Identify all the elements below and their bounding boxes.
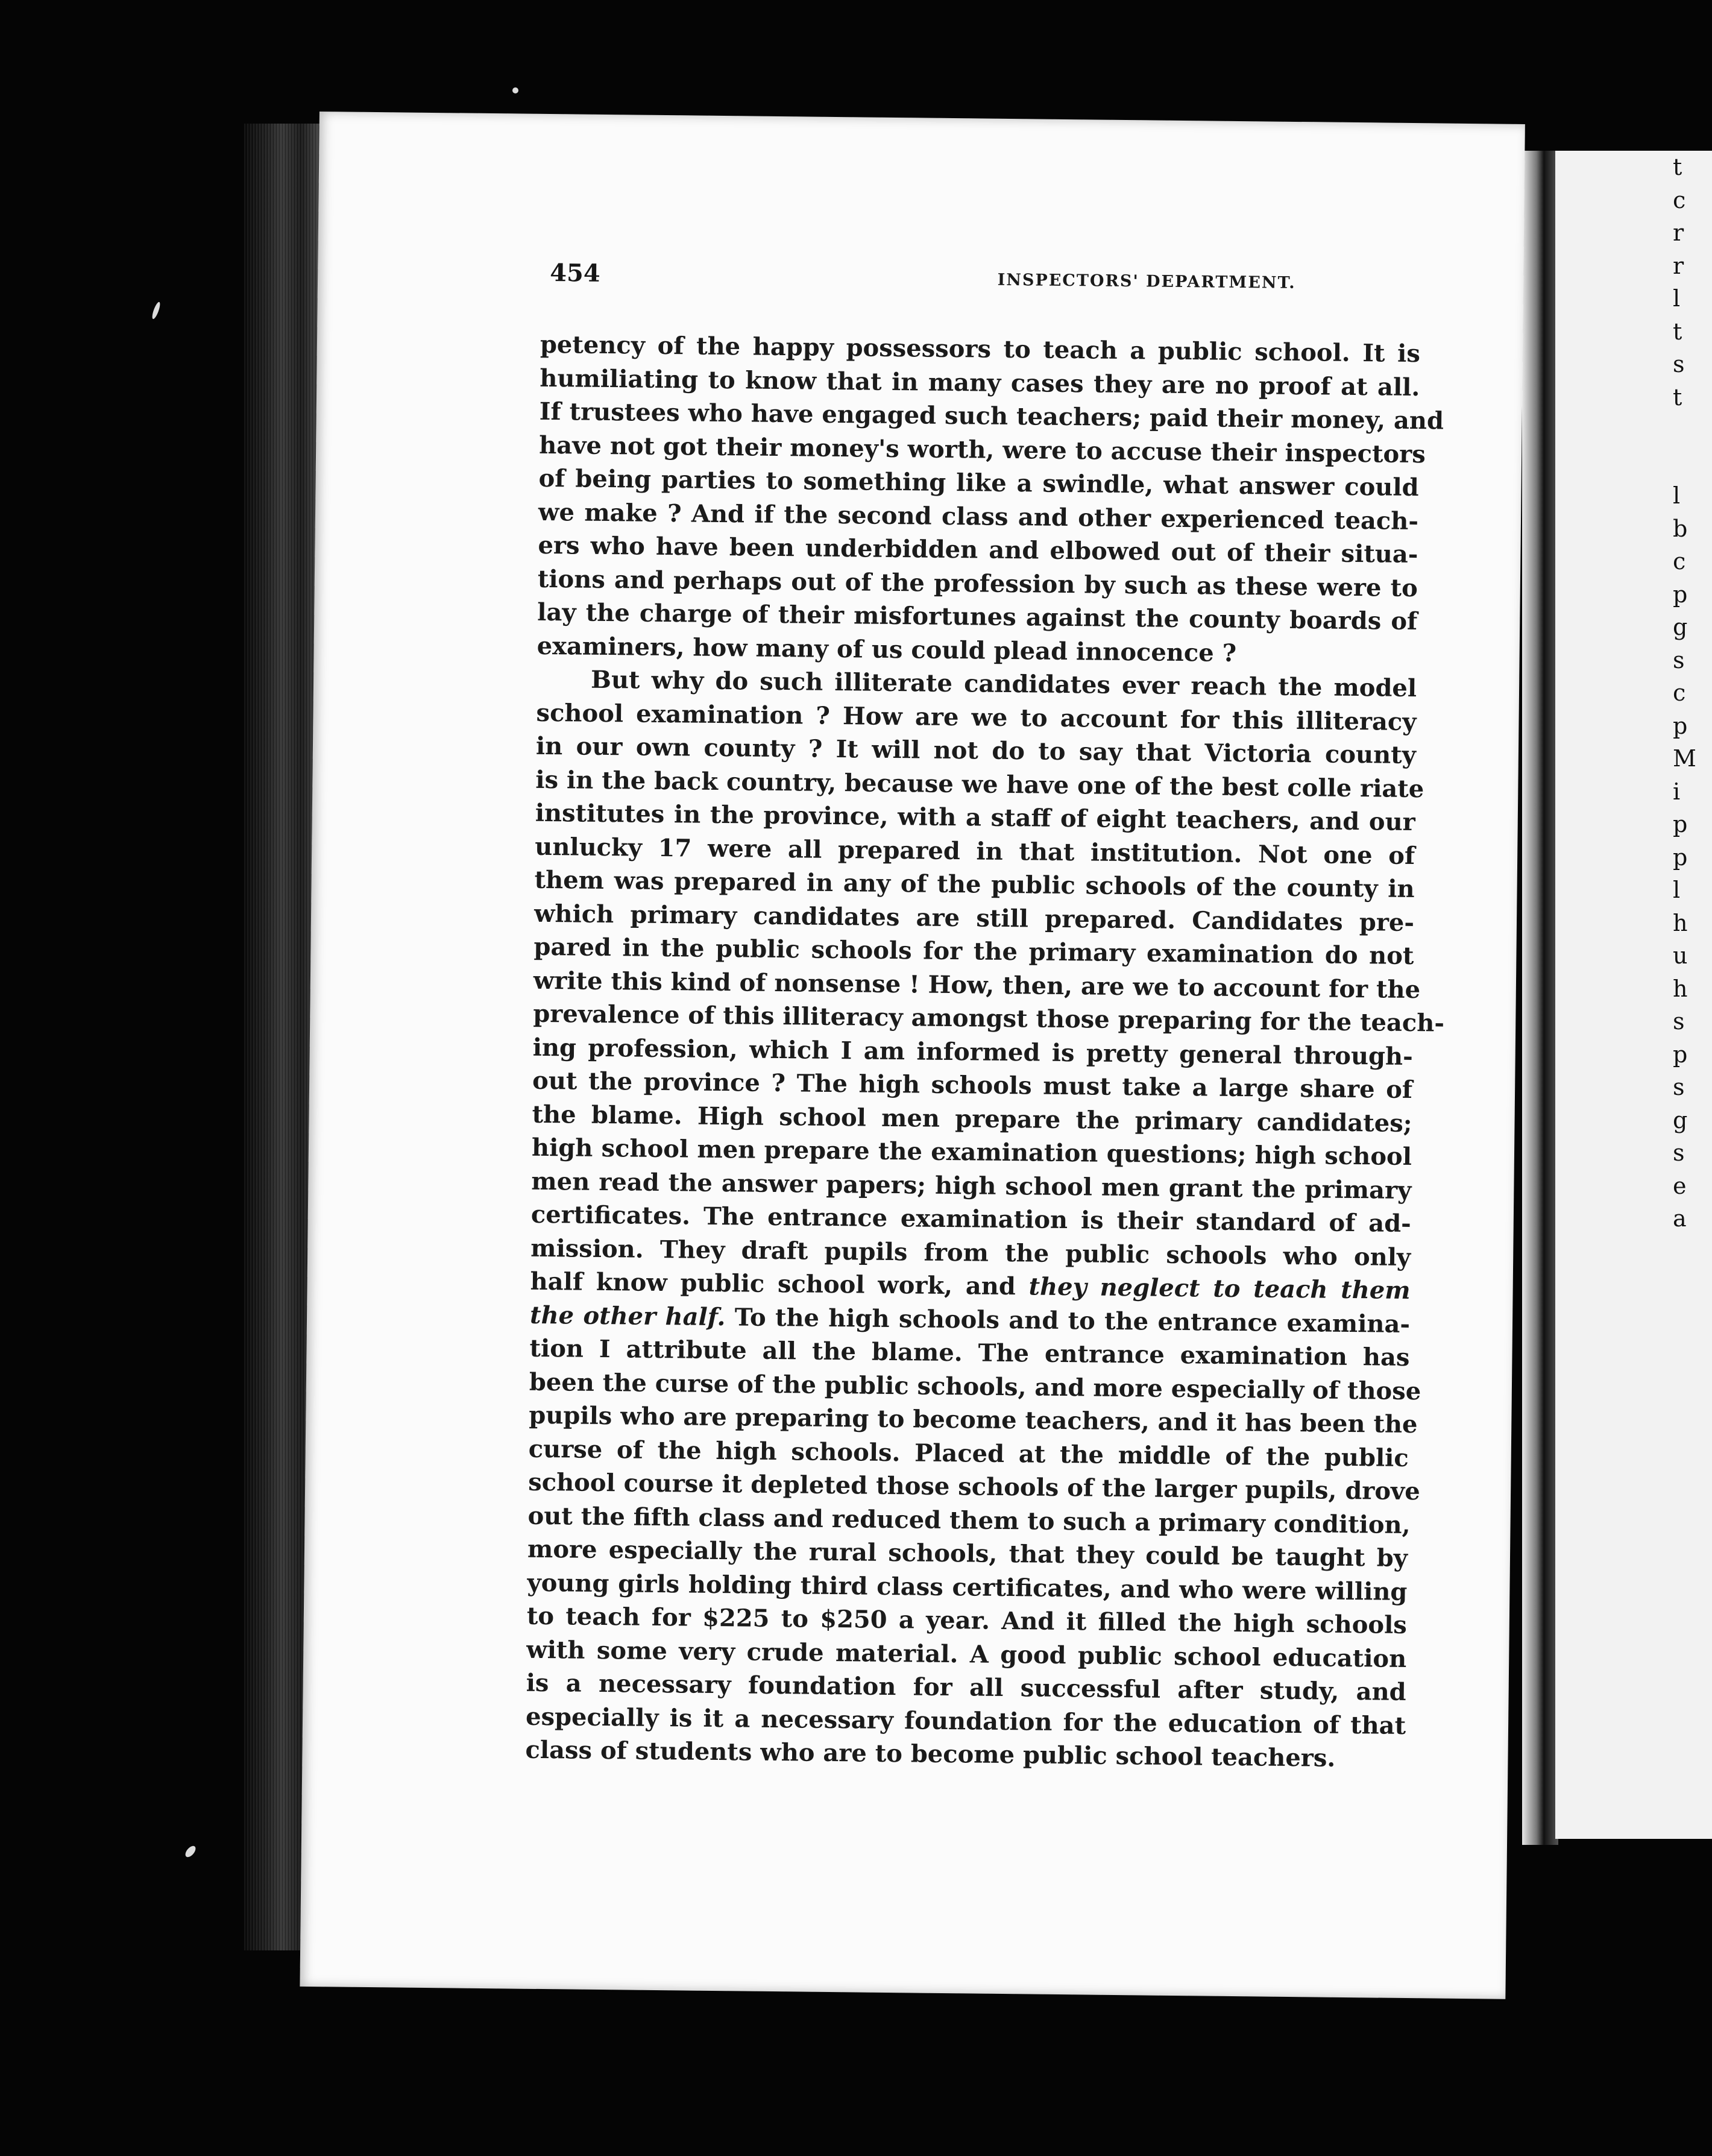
body-text bbox=[525, 328, 1445, 1776]
book-gutter bbox=[1522, 151, 1558, 1845]
facing-page-letter: c bbox=[1673, 548, 1686, 575]
text-line: more especially the rural schools, that they could be taught by bbox=[527, 1534, 1408, 1573]
text-line: of being parties to something like a swindle, what answer could bbox=[538, 464, 1419, 502]
text-line: class of students who are to become public school teachers. bbox=[525, 1735, 1336, 1773]
text-line: especially is it a necessary foundation for the education of that bbox=[525, 1702, 1406, 1740]
facing-page-letter: r bbox=[1673, 252, 1684, 279]
facing-page-letter bbox=[1673, 447, 1697, 480]
facing-page-letter: i bbox=[1673, 778, 1681, 805]
text-line: out the fifth class and reduced them to such a primary condition, bbox=[527, 1501, 1411, 1539]
italic-fragment: they neglect to teach them bbox=[1028, 1272, 1411, 1305]
facing-page-letter: s bbox=[1673, 1074, 1685, 1100]
text-line: we make ? And if the second class and other experienced teach- bbox=[538, 497, 1419, 535]
page-number: 454 bbox=[549, 259, 600, 288]
facing-page-letter: p bbox=[1673, 1041, 1688, 1068]
text-line: the blame. High school men prepare the primary candidates; bbox=[532, 1100, 1412, 1138]
dust-speck bbox=[512, 87, 518, 93]
dust-speck bbox=[151, 301, 162, 320]
text-fragment: half know public school work, and bbox=[530, 1267, 1029, 1301]
text-line: young girls holding third class certificates, and who were willing bbox=[527, 1568, 1408, 1606]
text-line: school course it depleted those schools of the larger pupils, drove bbox=[527, 1467, 1420, 1506]
text-line: petency of the happy possessors to teach a public school. It is bbox=[540, 330, 1421, 368]
text-line: tion I attribute all the blame. The entrance examination has bbox=[529, 1334, 1410, 1372]
text-line: been the curse of the public schools, and more especially of those bbox=[529, 1367, 1421, 1405]
text-line: If trustees who have engaged such teachers; paid their money, and bbox=[539, 397, 1444, 435]
text-line: men read the answer papers; high school men grant the primary bbox=[531, 1167, 1412, 1205]
facing-page-letter: M bbox=[1673, 745, 1696, 772]
page-header bbox=[550, 259, 1443, 304]
text-line: to teach for $225 to $250 a year. And it filled the high schools bbox=[526, 1601, 1408, 1640]
facing-page-letter: c bbox=[1673, 186, 1686, 213]
book-page bbox=[300, 112, 1525, 1999]
text-line: with some very crude material. A good public school education bbox=[526, 1635, 1407, 1673]
text-line: pupils who are preparing to become teachers, and it has been the bbox=[529, 1401, 1418, 1439]
text-line: is in the back country, because we have one of the best colle riate bbox=[535, 765, 1424, 803]
text-line: have not got their money's worth, were to accuse their inspectors bbox=[538, 430, 1426, 468]
facing-page-letter: g bbox=[1673, 614, 1688, 640]
facing-page-letter: s bbox=[1673, 351, 1685, 377]
text-line: lay the charge of their misfortunes against the county boards of bbox=[537, 597, 1418, 636]
facing-page-text bbox=[1673, 151, 1697, 1235]
facing-page-letter: p bbox=[1673, 712, 1688, 739]
facing-page-letter: l bbox=[1673, 285, 1681, 312]
text-line: school examination ? How are we to account for this illiteracy bbox=[536, 698, 1417, 736]
text-line: in our own county ? It will not do to say that Victoria county bbox=[535, 731, 1417, 770]
facing-page-letter: t bbox=[1673, 318, 1682, 345]
running-head: INSPECTORS' DEPARTMENT. bbox=[997, 270, 1296, 292]
text-line: them was prepared in any of the public schools of the county in bbox=[534, 865, 1415, 904]
text-line: humiliating to know that in many cases they are no proof at all. bbox=[540, 364, 1420, 402]
facing-page-letter: b bbox=[1673, 515, 1688, 542]
facing-page-letter: p bbox=[1673, 843, 1688, 871]
text-line: write this kind of nonsense ! How, then, are we to account for the bbox=[533, 966, 1421, 1004]
facing-page-letter: c bbox=[1673, 679, 1686, 706]
facing-page-letter: l bbox=[1673, 877, 1681, 903]
facing-page-letter: u bbox=[1673, 942, 1688, 969]
text-line: unlucky 17 were all prepared in that institution. Not one of bbox=[535, 832, 1415, 870]
facing-page-letter: s bbox=[1673, 1008, 1685, 1035]
facing-page-letter: h bbox=[1673, 975, 1688, 1002]
text-line: is a necessary foundation for all successful after study, and bbox=[526, 1668, 1406, 1707]
text-line: ing profession, which I am informed is pretty general through- bbox=[532, 1033, 1413, 1071]
text-line: which primary candidates are still prepared. Candidates pre- bbox=[533, 899, 1415, 937]
facing-page-letter: h bbox=[1673, 909, 1688, 936]
text-line: mission. They draft pupils from the public schools who only bbox=[530, 1234, 1411, 1272]
facing-page-letter: p bbox=[1673, 811, 1688, 837]
facing-page-letter bbox=[1673, 414, 1697, 447]
text-line: out the province ? The high schools must take a large share of bbox=[532, 1066, 1413, 1105]
facing-page-letter: a bbox=[1673, 1205, 1687, 1232]
text-line: prevalence of this illiteracy amongst those preparing for the teach- bbox=[533, 999, 1445, 1038]
paragraph-start-line: But why do such illiterate candidates ever reach the model bbox=[590, 665, 1417, 703]
facing-page-letter: l bbox=[1673, 482, 1681, 509]
facing-page-letter: t bbox=[1673, 383, 1682, 411]
text-line: institutes in the province, with a staff of eight teachers, and our bbox=[535, 798, 1416, 837]
text-line: pared in the public schools for the primary examination do not bbox=[533, 932, 1414, 971]
facing-page-letter: t bbox=[1673, 154, 1682, 180]
facing-page-letter: p bbox=[1673, 581, 1688, 608]
facing-page-letter: e bbox=[1673, 1172, 1687, 1199]
text-line: certificates. The entrance examination is their standard of ad- bbox=[530, 1200, 1412, 1238]
facing-page-letter: s bbox=[1673, 646, 1685, 673]
text-line: tions and perhaps out of the profession by such as these were to bbox=[537, 564, 1418, 602]
facing-page-letter: r bbox=[1673, 219, 1684, 246]
text-line: ers who have been underbidden and elbowed out of their situa- bbox=[538, 531, 1418, 569]
text-line: high school men prepare the examination questions; high school bbox=[531, 1133, 1412, 1171]
italic-fragment: the other half. bbox=[529, 1300, 726, 1331]
text-line: examiners, how many of us could plead innocence ? bbox=[537, 631, 1237, 667]
dust-speck bbox=[183, 1844, 197, 1859]
text-fragment: To the high schools and to the entrance examina- bbox=[725, 1302, 1411, 1338]
facing-page-letter: s bbox=[1673, 1139, 1685, 1166]
facing-page-letter: g bbox=[1673, 1106, 1688, 1133]
text-line: curse of the high schools. Placed at the middle of the public bbox=[528, 1434, 1409, 1472]
